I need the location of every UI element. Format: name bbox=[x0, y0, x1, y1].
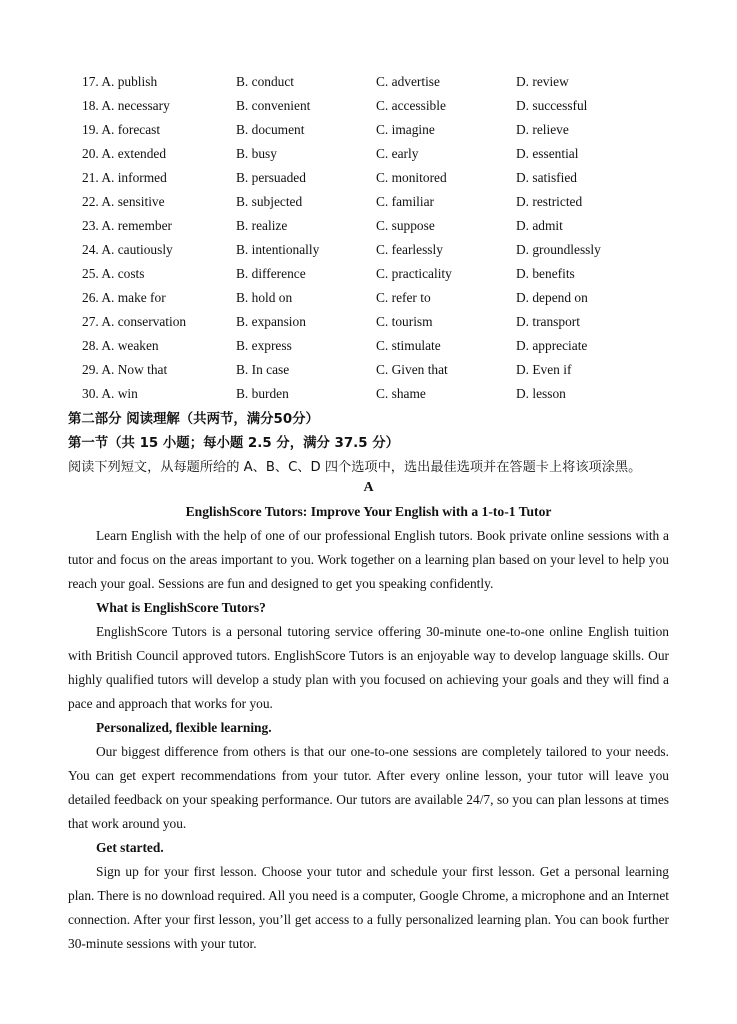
option-b: B. subjected bbox=[236, 194, 303, 209]
option-b: B. intentionally bbox=[236, 242, 320, 257]
option-c: C. early bbox=[376, 146, 419, 161]
option-d: D. lesson bbox=[516, 386, 566, 401]
passage-label: A bbox=[363, 480, 374, 495]
section1-heading: 第一节（共 15 小题；每小题 2.5 分，满分 37.5 分） bbox=[68, 436, 400, 451]
option-a: 30. A. win bbox=[82, 386, 138, 401]
option-a: 22. A. sensitive bbox=[82, 194, 165, 209]
option-b: B. In case bbox=[236, 362, 290, 377]
option-b: B. document bbox=[236, 122, 305, 137]
part2-heading: 第二部分 阅读理解（共两节，满分50分） bbox=[68, 412, 319, 427]
option-row-19 bbox=[82, 120, 682, 144]
option-row-26 bbox=[82, 288, 682, 312]
option-row-22 bbox=[82, 192, 682, 216]
option-c: C. imagine bbox=[376, 122, 435, 137]
option-row-29 bbox=[82, 360, 682, 384]
instruction-text: 阅读下列短文，从每题所给的 A、B、C、D 四个选项中，选出最佳选项并在答题卡上将该项涂黑。 bbox=[68, 460, 642, 475]
option-d: D. groundlessly bbox=[516, 242, 601, 257]
option-d: D. review bbox=[516, 74, 569, 89]
option-c: C. practicality bbox=[376, 266, 452, 281]
option-b: B. convenient bbox=[236, 98, 311, 113]
option-a: 24. A. cautiously bbox=[82, 242, 173, 257]
option-row-27 bbox=[82, 312, 682, 336]
option-c: C. tourism bbox=[376, 314, 433, 329]
passage-intro: Learn English with the help of one of our professional English tutors. Book private online sessions with a tutor and focus on the areas important to you. Work together on a learning plan based on your level to help you reach your goal. Sessions are fun and designed to get you speaking confidently. bbox=[68, 528, 669, 591]
option-a: 17. A. publish bbox=[82, 74, 158, 89]
option-row-17 bbox=[82, 72, 682, 96]
option-c: C. refer to bbox=[376, 290, 431, 305]
option-c: C. fearlessly bbox=[376, 242, 443, 257]
option-c: C. stimulate bbox=[376, 338, 441, 353]
option-c: C. suppose bbox=[376, 218, 435, 233]
option-a: 25. A. costs bbox=[82, 266, 145, 281]
subheading-personalized: Personalized, flexible learning. bbox=[96, 720, 272, 735]
option-a: 29. A. Now that bbox=[82, 362, 168, 377]
option-a: 27. A. conservation bbox=[82, 314, 187, 329]
option-d: D. restricted bbox=[516, 194, 583, 209]
option-b: B. busy bbox=[236, 146, 277, 161]
option-b: B. expansion bbox=[236, 314, 306, 329]
option-row-20 bbox=[82, 144, 682, 168]
option-d: D. appreciate bbox=[516, 338, 588, 353]
option-d: D. admit bbox=[516, 218, 563, 233]
option-b: B. conduct bbox=[236, 74, 295, 89]
option-d: D. depend on bbox=[516, 290, 588, 305]
option-a: 28. A. weaken bbox=[82, 338, 159, 353]
option-row-24 bbox=[82, 240, 682, 264]
options-table bbox=[82, 72, 682, 408]
option-b: B. hold on bbox=[236, 290, 293, 305]
paragraph-what-is: EnglishScore Tutors is a personal tutoring service offering 30-minute one-to-one online English tuition with British Council approved tutors. EnglishScore Tutors is an enjoyable way to develop language skills. Our highly qualified tutors will develop a study plan with you focused on achieving your goals and they will find a pace and approach that works for you. bbox=[68, 624, 669, 711]
option-d: D. essential bbox=[516, 146, 579, 161]
option-row-28 bbox=[82, 336, 682, 360]
paragraph-get-started: Sign up for your first lesson. Choose your tutor and schedule your first lesson. Get a personal learning plan. There is no download required. All you need is a computer, Google Chrome, a microphone and an Internet connection. After your first lesson, you’ll get access to a fully personalized learning plan. You can book further 30-minute sessions with your tutor. bbox=[68, 864, 669, 951]
option-d: D. benefits bbox=[516, 266, 575, 281]
option-row-30 bbox=[82, 384, 682, 408]
option-b: B. realize bbox=[236, 218, 288, 233]
option-c: C. advertise bbox=[376, 74, 440, 89]
option-a: 26. A. make for bbox=[82, 290, 166, 305]
option-b: B. express bbox=[236, 338, 292, 353]
option-d: D. Even if bbox=[516, 362, 572, 377]
option-row-18 bbox=[82, 96, 682, 120]
paragraph-personalized: Our biggest difference from others is that our one-to-one sessions are completely tailored to your needs. You can get expert recommendations from your tutor. After every online lesson, your tutor will leave you detailed feedback on your speaking performance. Our tutors are available 24/7, so you can plan lessons at times that work around you. bbox=[68, 744, 669, 831]
option-c: C. familiar bbox=[376, 194, 435, 209]
option-b: B. burden bbox=[236, 386, 289, 401]
option-a: 23. A. remember bbox=[82, 218, 172, 233]
option-d: D. successful bbox=[516, 98, 588, 113]
option-row-25 bbox=[82, 264, 682, 288]
option-a: 19. A. forecast bbox=[82, 122, 161, 137]
option-b: B. persuaded bbox=[236, 170, 306, 185]
option-c: C. monitored bbox=[376, 170, 447, 185]
passage-title: EnglishScore Tutors: Improve Your English with a 1-to-1 Tutor bbox=[185, 504, 552, 519]
subheading-get-started: Get started. bbox=[96, 840, 164, 855]
option-a: 20. A. extended bbox=[82, 146, 167, 161]
subheading-what-is: What is EnglishScore Tutors? bbox=[96, 600, 266, 615]
option-c: C. shame bbox=[376, 386, 426, 401]
option-d: D. relieve bbox=[516, 122, 569, 137]
option-c: C. Given that bbox=[376, 362, 448, 377]
option-d: D. satisfied bbox=[516, 170, 577, 185]
option-c: C. accessible bbox=[376, 98, 446, 113]
option-b: B. difference bbox=[236, 266, 306, 281]
option-a: 18. A. necessary bbox=[82, 98, 170, 113]
option-row-21 bbox=[82, 168, 682, 192]
option-a: 21. A. informed bbox=[82, 170, 167, 185]
option-d: D. transport bbox=[516, 314, 580, 329]
option-row-23 bbox=[82, 216, 682, 240]
